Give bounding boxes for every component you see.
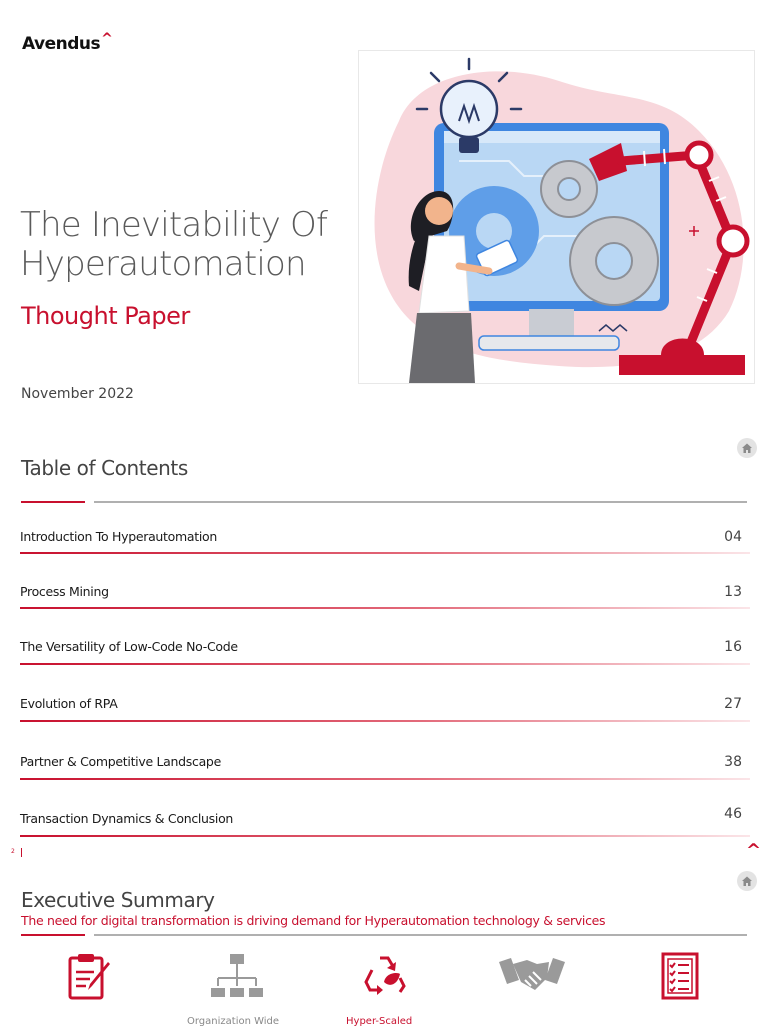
toc-item-underline [20,663,750,665]
icon-caption-organization-wide: Organization Wide [187,1016,280,1027]
toc-item-underline [20,607,750,609]
toc-item-rpa[interactable] [20,696,742,718]
back-to-top-icon[interactable]: ^ [746,840,762,861]
toc-heading-divider [94,501,747,503]
toc-item-page: 38 [724,754,742,770]
recycle-leaf-icon [360,950,410,1000]
org-chart-icon [210,950,260,1000]
toc-item-label: Introduction To Hyperautomation [20,529,217,544]
hyperautomation-illustration [358,50,755,384]
cover-title-line1: The Inevitability Of [20,205,328,245]
toc-item-page: 27 [724,696,742,712]
toc-item-process-mining[interactable] [20,584,742,606]
toc-item-label: Process Mining [20,584,109,599]
cover-title-line2: Hyperautomation [20,244,306,284]
toc-item-landscape[interactable] [20,754,742,776]
toc-item-transaction-dynamics[interactable] [20,806,742,828]
cover-subtitle: Thought Paper [21,302,190,330]
toc-item-underline [20,720,750,722]
toc-item-page: 46 [724,806,742,822]
exec-heading-divider [94,934,747,936]
toc-item-page: 04 [724,529,742,545]
home-icon[interactable] [737,438,757,458]
toc-item-introduction[interactable] [20,529,742,551]
brand-logo [22,31,113,54]
home-icon[interactable] [737,871,757,891]
brand-mark: ^ [101,31,113,47]
toc-item-underline [20,552,750,554]
brand-name: Avendus [22,34,101,54]
page-marker [21,848,22,857]
executive-summary-subheading: The need for digital transformation is driving demand for Hyperautomation technology & services [21,913,606,928]
handshake-icon [497,950,567,1000]
toc-item-label: Partner & Competitive Landscape [20,754,221,769]
toc-item-underline [20,835,750,837]
executive-summary-heading: Executive Summary [21,888,215,912]
cover-title [20,206,340,284]
toc-heading-accent [21,501,85,503]
clipboard-edit-icon [64,950,114,1000]
toc-item-underline [20,778,750,780]
checklist-icon [656,950,706,1000]
toc-item-page: 16 [724,639,742,655]
cover-date: November 2022 [21,386,134,402]
icon-caption-hyper-scaled: Hyper-Scaled [346,1016,413,1027]
toc-heading: Table of Contents [21,456,188,480]
exec-heading-accent [21,934,85,936]
toc-item-page: 13 [724,584,742,600]
toc-item-low-code[interactable] [20,639,742,661]
toc-item-label: Evolution of RPA [20,696,118,711]
toc-item-label: Transaction Dynamics & Conclusion [20,811,234,826]
page-number: 2 [11,848,15,855]
toc-item-label: The Versatility of Low-Code No-Code [20,639,238,654]
